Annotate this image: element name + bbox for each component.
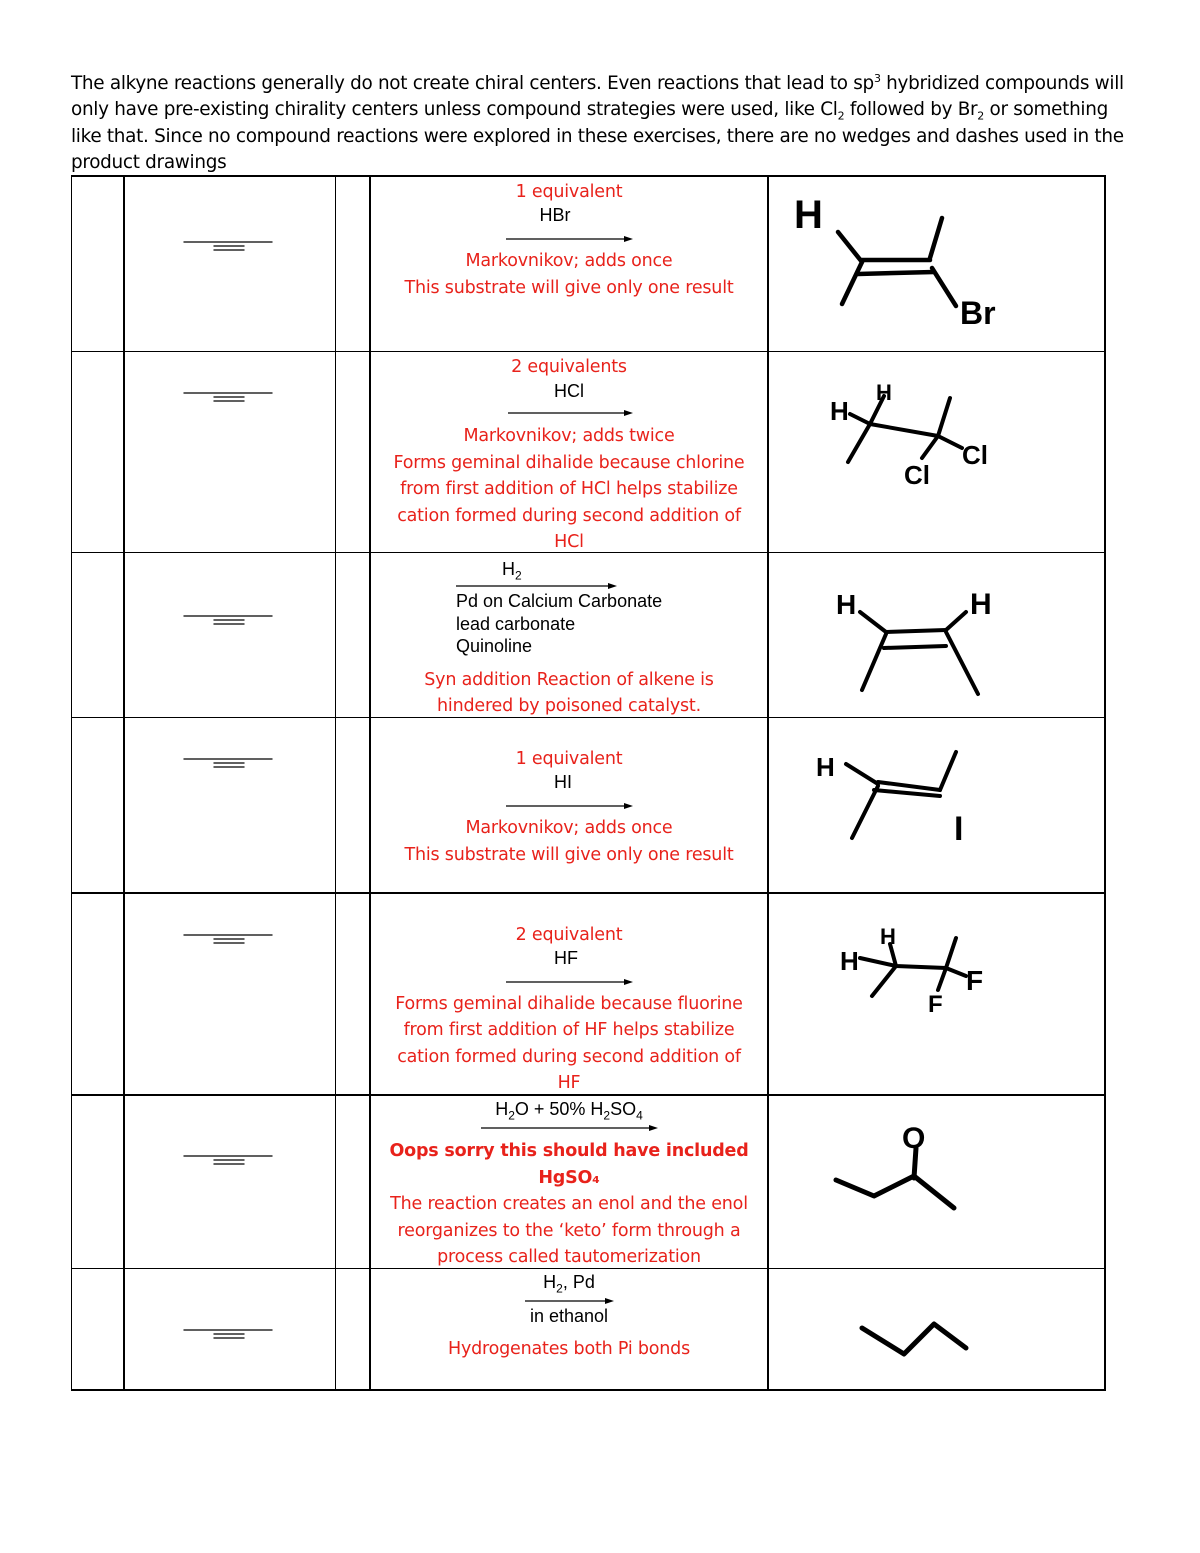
note-line: HF — [557, 1072, 581, 1093]
atom-label: H — [876, 380, 892, 405]
atom-label: Br — [960, 295, 996, 331]
atom-label: H — [880, 924, 896, 949]
product-structure-3 — [836, 588, 992, 694]
note-line: HCl — [554, 532, 584, 552]
note-line: This substrate will give only one result — [404, 278, 734, 298]
reagent-equivalents: 2 equivalent — [515, 925, 623, 945]
reagent-formula: HBr — [539, 205, 571, 225]
reagent-equivalents: 1 equivalent — [515, 182, 623, 202]
reagent-condition: lead carbonate — [456, 613, 576, 634]
note-line: The reaction creates an enol and the enol — [390, 1194, 748, 1214]
reagent-formula: SO — [610, 1099, 637, 1119]
reagent-condition: Quinoline — [456, 636, 533, 656]
reagent-formula: HF — [554, 948, 578, 968]
intro-text-1: The alkyne reactions generally do not create chiral centers. Even reactions that lead to sp — [71, 73, 874, 94]
product-structure-1 — [794, 193, 996, 331]
note-line: Hydrogenates both Pi bonds — [448, 1339, 690, 1359]
intro-text-2: hybridized compounds will only have pre-existing chirality centers unless compound strategies were used, like Cl — [71, 73, 1124, 121]
intro-sup: 3 — [873, 71, 881, 85]
note-line: Markovnikov; adds once — [465, 818, 673, 838]
atom-label: H — [840, 946, 859, 976]
atom-label: Cl — [962, 440, 988, 470]
note-line: cation formed during second addition of — [397, 505, 741, 526]
atom-label: H — [816, 752, 835, 782]
reagent-formula: HI — [554, 772, 572, 792]
reagent-formula: , Pd — [562, 1272, 595, 1292]
atom-label: I — [954, 810, 964, 848]
reagent-condition: in ethanol — [529, 1306, 609, 1326]
reagent-subscript: 2 — [603, 1108, 611, 1123]
reagent-subscript: 2 — [556, 1281, 563, 1296]
atom-label: H — [830, 396, 849, 426]
note-line: Syn addition Reaction of alkene is — [424, 670, 714, 690]
product-structure-2 — [830, 380, 988, 490]
product-structure-6 — [836, 1122, 954, 1208]
atom-label: F — [966, 965, 984, 996]
atom-label: H — [794, 193, 823, 237]
atom-label: H — [970, 588, 992, 621]
product-structure-5 — [840, 924, 983, 1018]
reagent-formula: HCl — [554, 381, 584, 401]
note-line: from first addition of HCl helps stabilize — [400, 479, 738, 499]
note-line: HgSO₄ — [538, 1167, 600, 1188]
note-line: from first addition of HF helps stabilize — [403, 1020, 735, 1041]
note-line: cation formed during second addition of — [397, 1046, 741, 1067]
reagent-subscript: 2 — [508, 1108, 515, 1123]
reagent-subscript: 4 — [636, 1108, 643, 1123]
note-line: Forms geminal dihalide because chlorine — [393, 452, 745, 473]
note-line: Oops sorry this should have included — [389, 1141, 749, 1161]
note-line: Forms geminal dihalide because fluorine — [395, 994, 743, 1014]
intro-sub-br: 2 — [977, 109, 984, 123]
reagent-formula: H — [543, 1272, 557, 1292]
note-line: process called tautomerization — [437, 1247, 701, 1267]
atom-label: H — [836, 589, 857, 620]
note-line: Markovnikov; adds twice — [463, 426, 675, 446]
reagent-formula: O + 50% H — [514, 1099, 604, 1119]
reagent-formula: H — [495, 1099, 509, 1119]
atom-label: Cl — [904, 460, 930, 490]
reagent-equivalents: 1 equivalent — [515, 749, 623, 769]
product-structure-4 — [816, 752, 963, 848]
atom-label: F — [928, 991, 943, 1018]
reagent-subscript: 2 — [515, 568, 522, 583]
intro-sub-cl: 2 — [837, 109, 845, 123]
note-line: Markovnikov; adds once — [465, 251, 673, 271]
intro-text-3: followed by Br — [844, 99, 978, 121]
note-line: hindered by poisoned catalyst. — [437, 696, 701, 716]
intro-text-4: or something like that. Since no compound reactions were explored in these exercises, there are no wedges and dashes used in the product drawings — [71, 99, 1124, 173]
reagent-equivalents: 2 equivalents — [511, 357, 627, 377]
note-line: This substrate will give only one result — [404, 845, 734, 865]
product-structure-7 — [862, 1324, 966, 1354]
reagent-condition: Pd on Calcium Carbonate — [456, 591, 663, 611]
atom-label: O — [902, 1122, 926, 1155]
note-line: reorganizes to the ‘keto’ form through a — [397, 1220, 741, 1241]
reagent-formula: H — [502, 559, 515, 579]
